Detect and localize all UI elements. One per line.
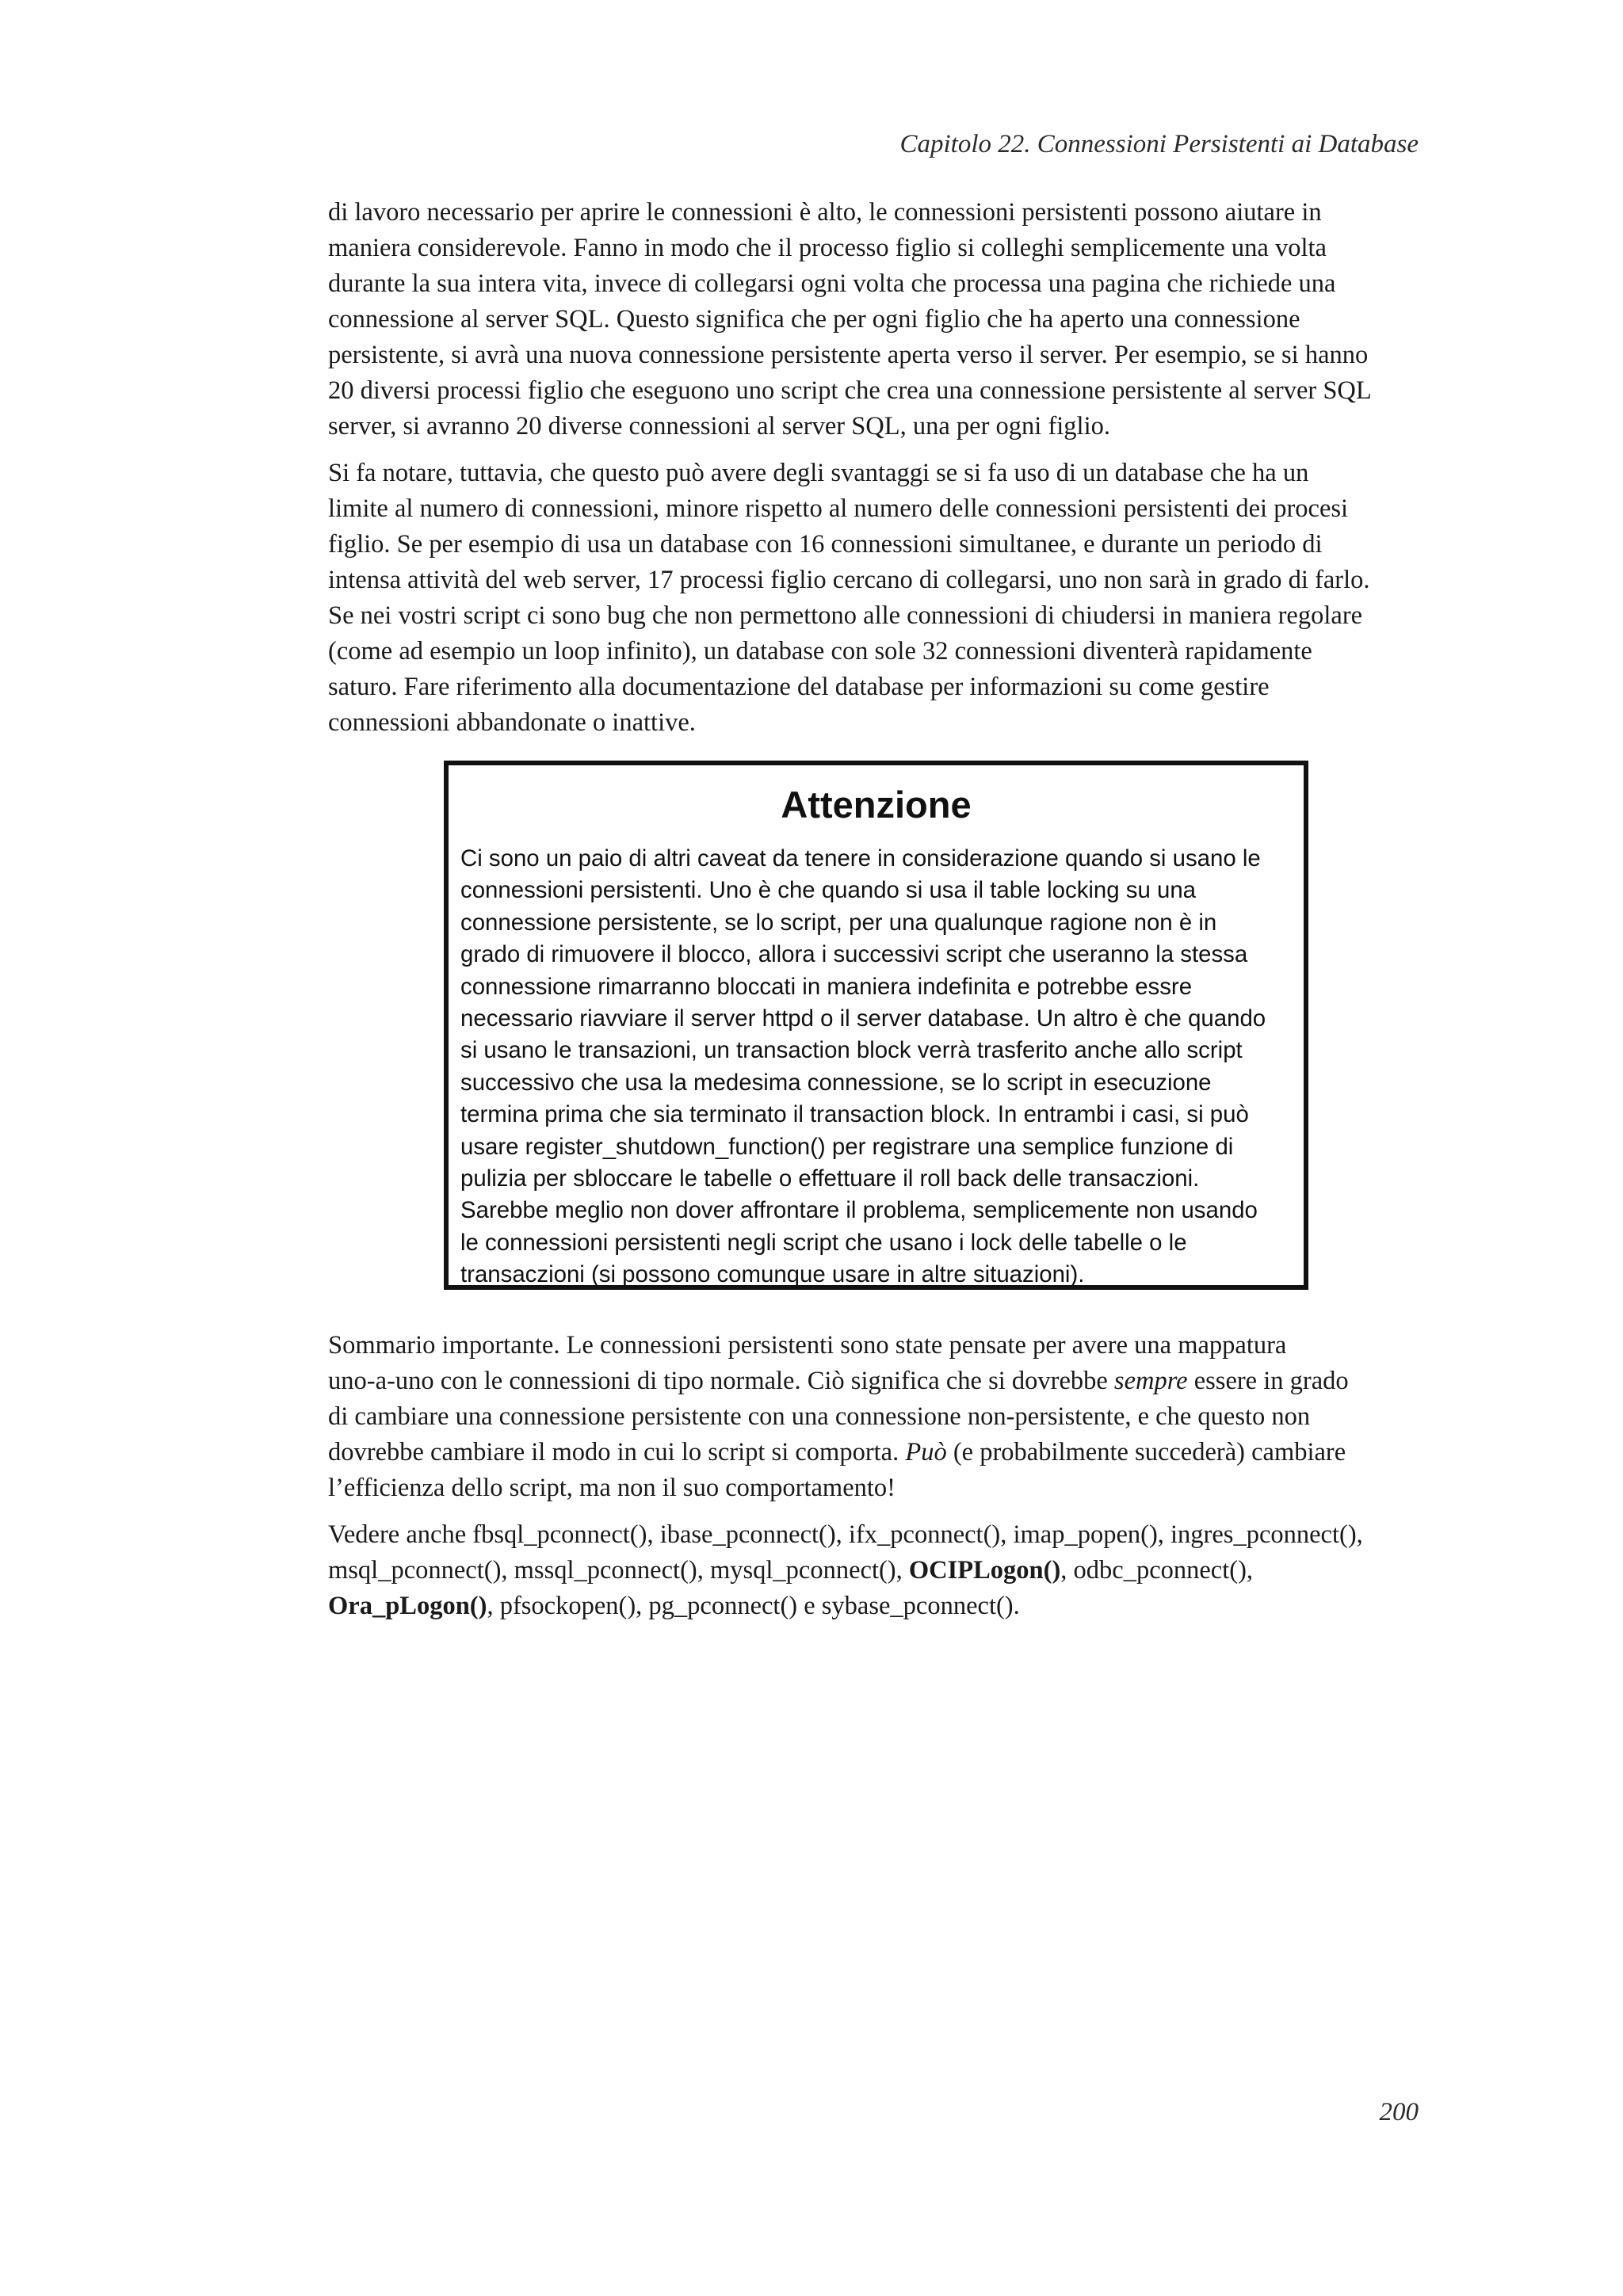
note-line: pulizia per sbloccare le tabelle o effettuare il roll back delle transaczioni.: [460, 1165, 1200, 1192]
text-line: [328, 1363, 1441, 1399]
paragraph-connection-overhead: [328, 195, 1441, 444]
body-text-bottom: [328, 1328, 1441, 1624]
note-line: connessioni persistenti. Uno è che quando si usa il table locking su una: [460, 877, 1197, 904]
text-line: 20 diversi processi figlio che eseguono uno script che crea una connessione persistente al server SQL: [328, 376, 1372, 405]
note-line: necessario riavviare il server httpd o il server database. Un altro è che quando: [460, 1005, 1266, 1032]
text-line: connessioni abbandonate o inattive.: [328, 708, 696, 737]
text-line: figlio. Se per esempio di usa un database con 16 connessioni simultanee, e durante un periodo di: [328, 530, 1323, 559]
text-line: maniera considerevole. Fanno in modo che il processo figlio si colleghi semplicemente una volta: [328, 234, 1327, 262]
text-run: uno-a-uno con le connessioni di tipo normale. Ciò significa che si dovrebbe: [328, 1367, 1114, 1395]
note-line: Ci sono un paio di altri caveat da tenere in considerazione quando si usano le: [460, 845, 1261, 871]
note-line: termina prima che sia terminato il transaction block. In entrambi i casi, si può: [460, 1101, 1249, 1128]
text-line: l’efficienza dello script, ma non il suo comportamento!: [328, 1474, 896, 1502]
text-line: di cambiare una connessione persistente con una connessione non-persistente, e che questo non: [328, 1402, 1311, 1431]
function-link-ora-plogon: Ora_pLogon(): [328, 1592, 487, 1620]
note-line: usare register_shutdown_function() per registrare una semplice funzione di: [460, 1133, 1234, 1160]
running-header: Capitolo 22. Connessioni Persistenti ai Database: [899, 130, 1419, 158]
text-line: connessione al server SQL. Questo significa che per ogni figlio che ha aperto una connessione: [328, 305, 1300, 334]
text-run: msql_pconnect(), mssql_pconnect(), mysql_pconnect(),: [328, 1556, 909, 1585]
warning-note-title: Attenzione: [781, 784, 972, 826]
note-line: connessione persistente, se lo script, per una qualunque ragione non è in: [460, 909, 1217, 936]
text-run: (e probabilmente succederà) cambiare: [946, 1438, 1346, 1466]
warning-note-text: [460, 843, 1300, 1291]
note-line: le connessioni persistenti negli script che usano i lock delle tabelle o le: [460, 1229, 1187, 1256]
text-line: persistente, si avrà una nuova connessione persistente aperta verso il server. Per esempio, se si hanno: [328, 341, 1369, 369]
text-run: , odbc_pconnect(),: [1060, 1556, 1254, 1585]
note-line: si usano le transazioni, un transaction block verrà trasferito anche allo script: [460, 1037, 1243, 1064]
note-line: transaczioni (si possono comunque usare in altre situazioni).: [460, 1261, 1085, 1288]
text-run: , pfsockopen(), pg_pconnect() e sybase_pconnect().: [487, 1592, 1020, 1620]
text-line: intensa attività del web server, 17 processi figlio cercano di collegarsi, uno non sarà in grado di farlo.: [328, 566, 1370, 594]
text-line: [328, 1589, 1441, 1624]
text-line: Vedere anche fbsql_pconnect(), ibase_pconnect(), ifx_pconnect(), imap_popen(), ingres_pconnect(),: [328, 1520, 1363, 1549]
paragraph-see-also: [328, 1517, 1441, 1624]
text-run: dovrebbe cambiare il modo in cui lo script si comporta.: [328, 1438, 906, 1466]
note-line: grado di rimuovere il blocco, allora i successivi script che useranno la stessa: [460, 941, 1248, 968]
text-line: limite al numero di connessioni, minore rispetto al numero delle connessioni persistenti dei procesi: [328, 494, 1349, 523]
text-line: Se nei vostri script ci sono bug che non permettono alle connessioni di chiudersi in maniera regolare: [328, 601, 1363, 630]
note-line: connessione rimarranno bloccati in maniera indefinita e potrebbe essre: [460, 973, 1193, 1000]
text-line: (come ad esempio un loop infinito), un database con sole 32 connessioni diventerà rapidamente: [328, 637, 1312, 666]
text-line: di lavoro necessario per aprire le connessioni è alto, le connessioni persistenti possono aiutare in: [328, 198, 1322, 227]
text-run: essere in grado: [1187, 1367, 1349, 1395]
text-line: saturo. Fare riferimento alla documentazione del database per informazioni su come gestire: [328, 673, 1270, 701]
note-line: successivo che usa la medesima connessione, se lo script in esecuzione: [460, 1069, 1212, 1096]
text-line: [328, 1553, 1441, 1589]
text-line: Si fa notare, tuttavia, che questo può avere degli svantaggi se si fa uso di un database che ha un: [328, 459, 1309, 487]
paragraph-summary: [328, 1328, 1441, 1506]
warning-note-box: [444, 761, 1308, 1290]
emphasis-puo: Può: [905, 1438, 947, 1466]
paragraph-drawbacks: [328, 456, 1441, 741]
text-line: [328, 1435, 1441, 1470]
text-line: durante la sua intera vita, invece di collegarsi ogni volta che processa una pagina che richiede una: [328, 269, 1336, 298]
text-line: Sommario importante. Le connessioni persistenti sono state pensate per avere una mappatura: [328, 1331, 1287, 1360]
body-text-top: [328, 195, 1441, 741]
function-link-ociplogon: OCIPLogon(): [908, 1556, 1061, 1585]
note-line: Sarebbe meglio non dover affrontare il problema, semplicemente non usando: [460, 1197, 1258, 1224]
text-line: server, si avranno 20 diverse connessioni al server SQL, una per ogni figlio.: [328, 412, 1110, 441]
emphasis-sempre: sempre: [1113, 1367, 1188, 1395]
page-number: 200: [1379, 2098, 1419, 2126]
